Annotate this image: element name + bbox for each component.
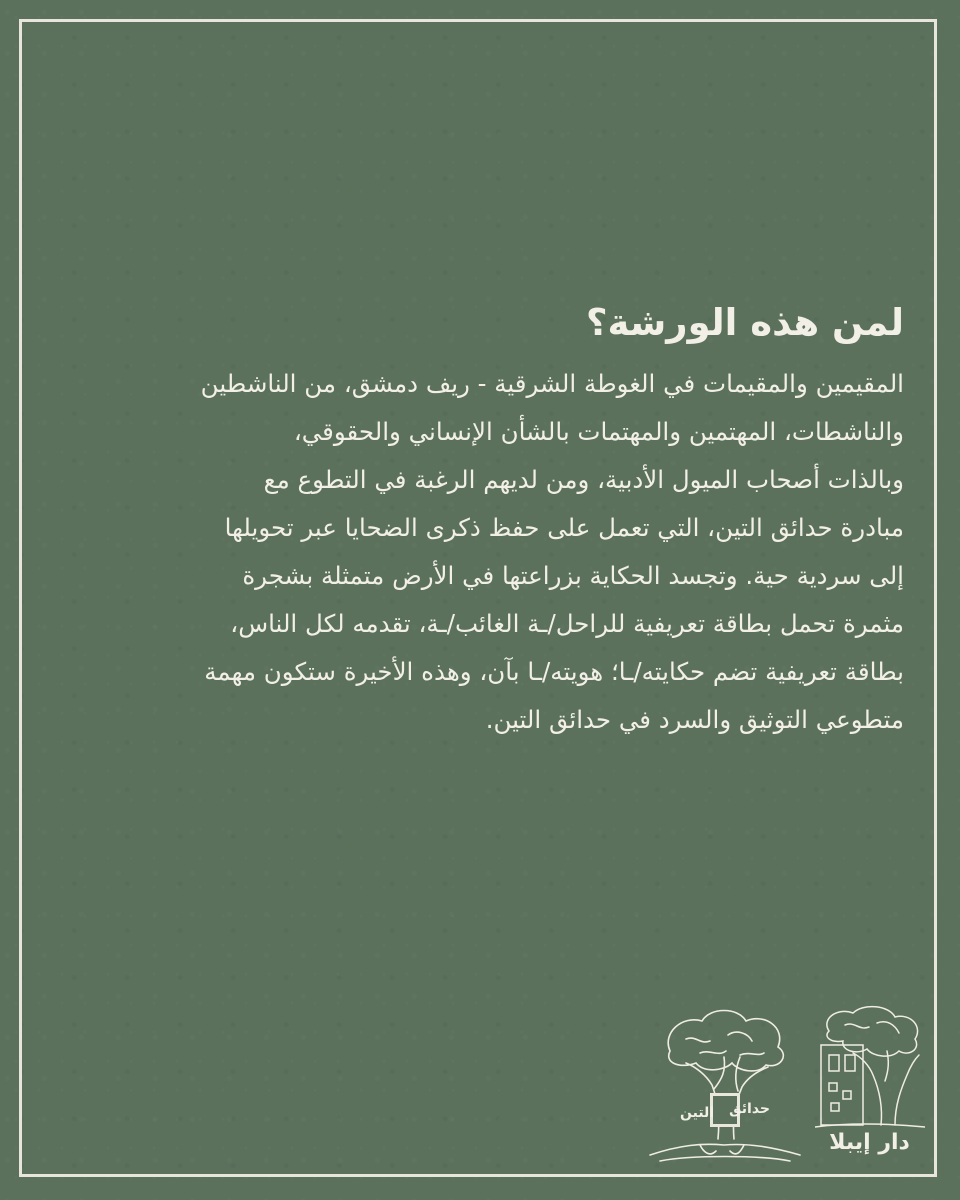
body-text-line: بطاقة تعريفية تضم حكايته/ـا؛ هويته/ـا بآن، وهذه الأخيرة ستكون مهمة: [204, 657, 904, 687]
page-title: لمن هذه الورشة؟: [586, 301, 904, 344]
body-text-line: وبالذات أصحاب الميول الأدبية، ومن لديهم الرغبة في التطوع مع: [263, 465, 904, 495]
body-text-line: والناشطات، المهتمين والمهتمات بالشأن الإنساني والحقوقي،: [293, 417, 904, 447]
logo-group: [640, 1005, 930, 1175]
dar-ebla-logo: [815, 1005, 925, 1170]
dar-ebla-logo-text: دار إيبلا: [829, 1130, 910, 1155]
body-text-line: مبادرة حدائق التين، التي تعمل على حفظ ذكرى الضحايا عبر تحويلها: [224, 513, 904, 543]
body-text-line: المقيمين والمقيمات في الغوطة الشرقية - ريف دمشق، من الناشطين: [200, 369, 904, 399]
hadaiq-alteen-logo: [640, 1005, 810, 1175]
body-text-line: مثمرة تحمل بطاقة تعريفية للراحل/ـة الغائب/ـة، تقدمه لكل الناس،: [230, 609, 904, 639]
dar-ebla-tree-icon: [815, 1005, 925, 1130]
main-content: [60, 300, 904, 744]
fig-tree-icon: [640, 1005, 810, 1175]
hadaiq-logo-line1: حدائق: [729, 1101, 770, 1117]
body-text-line: متطوعي التوثيق والسرد في حدائق التين.: [485, 705, 904, 735]
body-text-line: إلى سردية حية. وتجسد الحكاية بزراعتها في الأرض متمثلة بشجرة: [242, 561, 904, 591]
hadaiq-logo-line2: التين: [680, 1105, 715, 1121]
